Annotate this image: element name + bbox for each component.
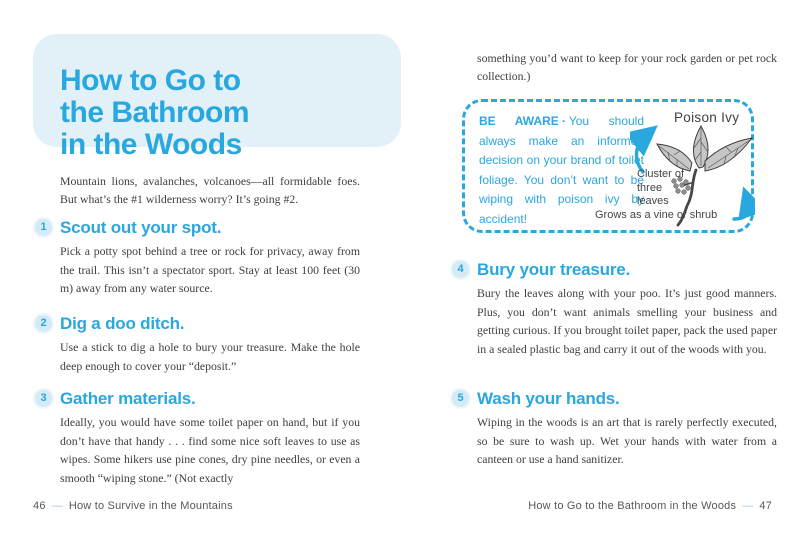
intro-paragraph: Mountain lions, avalanches, volcanoes—all formidable foes. But what’s the #1 wilderness worry? It’s going #2. <box>60 173 360 207</box>
right-page-footer <box>528 500 772 512</box>
step-heading: Bury your treasure. <box>477 260 631 279</box>
step-body: Bury the leaves along with your poo. It’s just good manners. Plus, you don’t want animals smelling your business and getting curious. If you brought toilet paper, pack the used paper in a sealed plastic bag and carry it out of the woods with you. <box>477 286 777 356</box>
chapter-title-box <box>33 34 401 162</box>
page-number: 46 <box>33 500 46 512</box>
step-number-badge: 3 <box>35 390 52 407</box>
step-heading: Dig a doo ditch. <box>60 314 185 333</box>
be-aware-callout-box <box>462 99 754 233</box>
cluster-of-three-leaves-caption: Cluster of three leaves <box>637 168 685 207</box>
footer-dash: — <box>742 500 754 512</box>
be-aware-body: You should always make an informed decision on your brand of toilet foliage. You don’t want to be wiping with poison ivy by accident! <box>479 114 644 226</box>
step-body: Pick a potty spot behind a tree or rock for privacy, away from the trail. This isn’t a spectator sport. Stay at least 100 feet (30 m) away from any water source. <box>60 244 360 295</box>
curved-arrow-shrub-icon <box>734 201 749 219</box>
step-heading: Scout out your spot. <box>60 218 222 237</box>
left-page-footer <box>33 500 233 512</box>
be-aware-separator: · <box>561 114 566 128</box>
chapter-title-line: How to Go to <box>60 64 241 98</box>
chapter-title-line: in the Woods <box>60 128 242 162</box>
curved-arrow-cluster-icon <box>637 135 646 172</box>
footer-dash: — <box>51 500 63 512</box>
step-heading: Wash your hands. <box>477 389 620 408</box>
step-number-badge: 4 <box>452 261 469 278</box>
footer-label: How to Survive in the Mountains <box>68 500 233 512</box>
chapter-title <box>60 65 249 161</box>
chapter-title-line: the Bathroom <box>60 96 249 130</box>
be-aware-label: BE AWARE <box>479 114 559 128</box>
poison-ivy-label: Poison Ivy <box>674 110 740 125</box>
step-body: Wiping in the woods is an art that is rarely perfectly executed, so be sure to wash up. Wet your hands with water from a canteen or use a hand sanitizer. <box>477 415 777 466</box>
footer-label: How to Go to the Bathroom in the Woods <box>528 500 737 512</box>
grows-as-vine-caption: Grows as a vine or shrub <box>595 209 718 221</box>
step-number-badge: 2 <box>35 315 52 332</box>
step-body: Ideally, you would have some toilet paper on hand, but if you don’t have that handy . . . find some nice soft leaves to use as wipes. Some hikers use pine cones, dry pine needles, or even a smooth “wiping stone.” (Not exactly <box>60 415 360 485</box>
step-body: Use a stick to dig a hole to bury your treasure. Make the hole deep enough to cover your “deposit.” <box>60 340 360 373</box>
step-number-badge: 1 <box>35 219 52 236</box>
continuation-paragraph: something you’d want to keep for your rock garden or pet rock collection.) <box>477 50 777 84</box>
step-heading: Gather materials. <box>60 389 196 408</box>
page-number: 47 <box>759 500 772 512</box>
step-number-badge: 5 <box>452 390 469 407</box>
